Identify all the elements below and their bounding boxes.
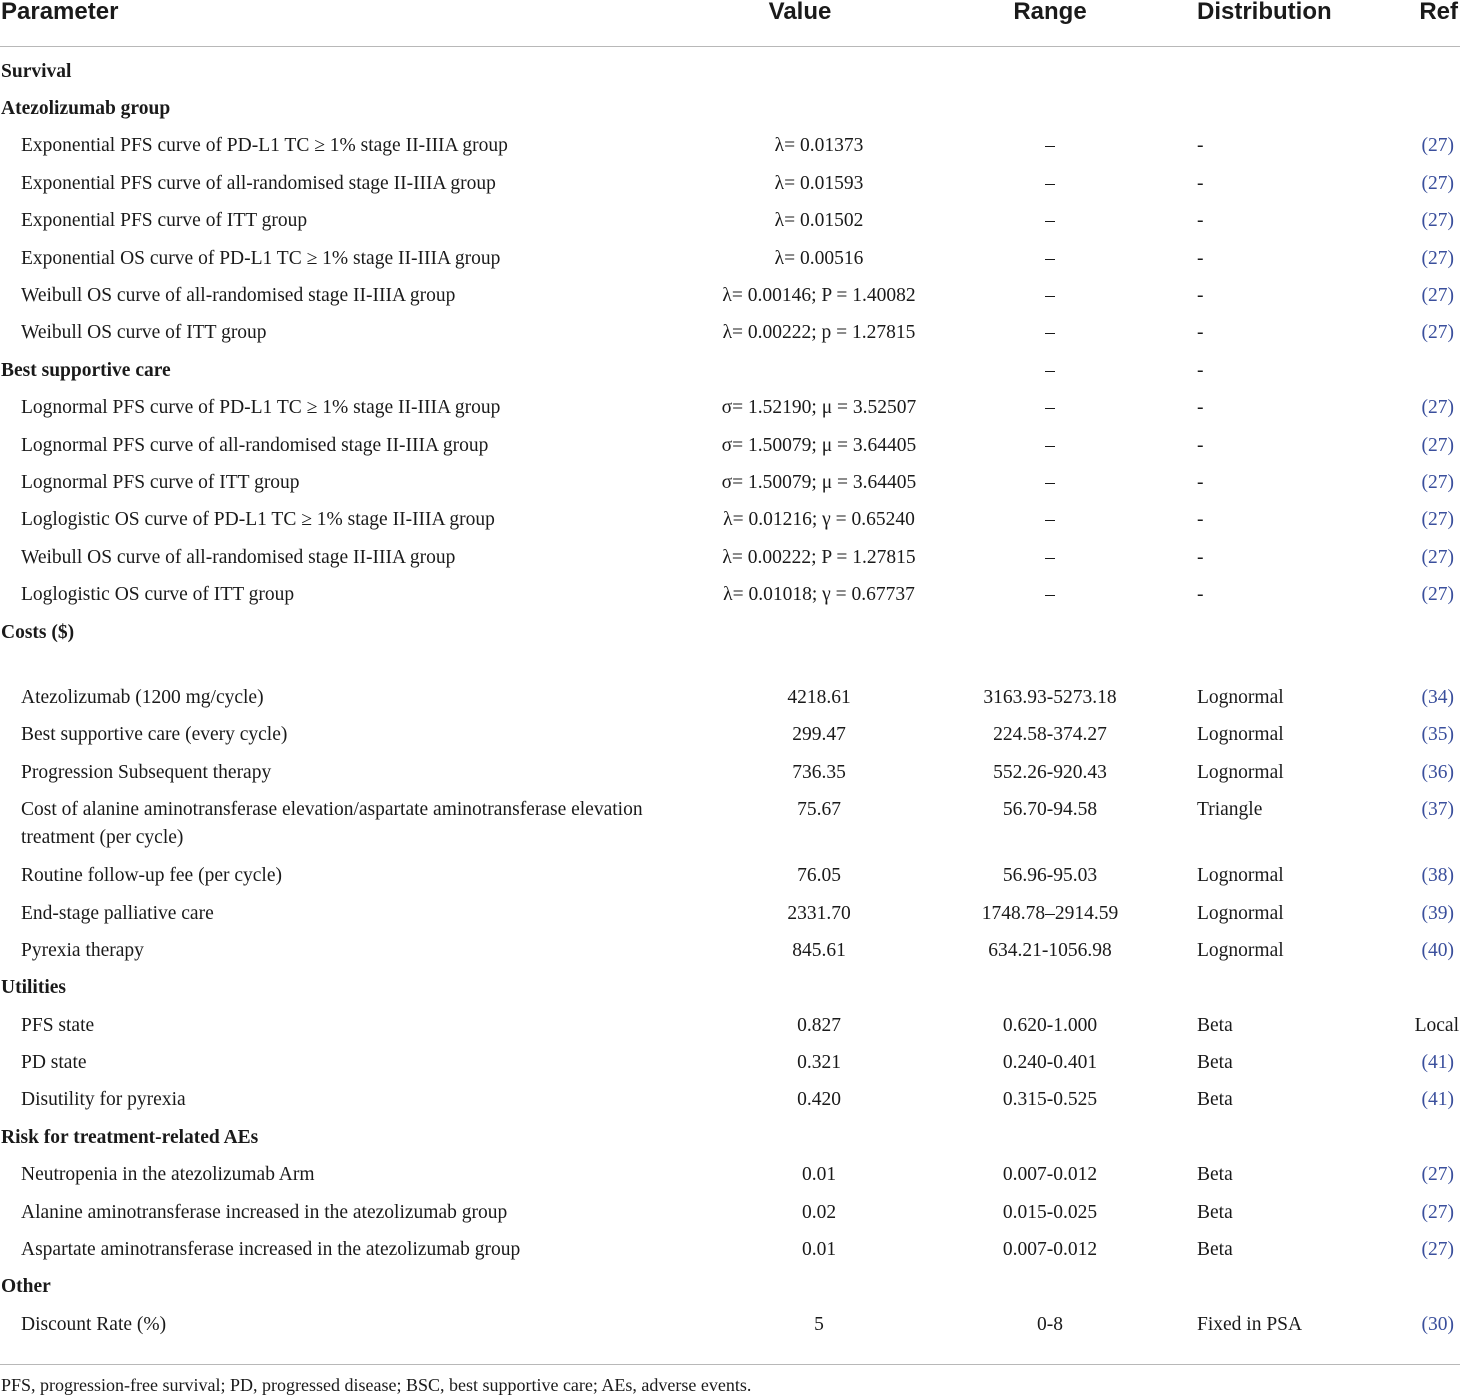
spacer-cell [0, 651, 660, 679]
cell-ref [1350, 1044, 1460, 1081]
cell-distribution: Fixed in PSA [1197, 1313, 1303, 1335]
cell-distribution: - [1197, 210, 1204, 232]
cell-value: λ= 0.00222; P = 1.27815 [722, 546, 916, 568]
cell-distribution: - [1197, 471, 1204, 493]
cell-range [940, 614, 1160, 651]
cell-ref [1350, 679, 1460, 716]
cell-value: λ= 0.01373 [774, 135, 864, 157]
section-label: Atezolizumab group [1, 98, 171, 120]
table-header-row [0, 0, 1460, 47]
cell-ref [1350, 464, 1460, 501]
table-row [0, 1157, 1460, 1194]
cell-value: σ= 1.52190; μ = 3.52507 [721, 397, 917, 419]
cell-parameter: Best supportive care (every cycle) [21, 724, 288, 746]
header-parameter: Parameter [0, 0, 660, 47]
cell-value: λ= 0.01593 [774, 172, 864, 194]
cell-distribution: - [1197, 322, 1204, 344]
cell-parameter: PD state [21, 1052, 87, 1074]
cell-distribution [1160, 1269, 1350, 1306]
cell-ref [1350, 47, 1460, 91]
cell-range: 56.70-94.58 [1002, 799, 1098, 821]
cell-range: – [1045, 584, 1055, 606]
cell-ref [1350, 857, 1460, 894]
reference-link[interactable]: (27) [1421, 584, 1454, 606]
cell-value [660, 614, 940, 651]
cell-range: 0.007-0.012 [1002, 1239, 1098, 1261]
cell-ref [1350, 539, 1460, 576]
table-row [0, 1007, 1460, 1044]
table-row [0, 791, 1460, 857]
cell-range: – [1045, 247, 1055, 269]
cell-parameter: End-stage palliative care [21, 902, 214, 924]
table-row [0, 932, 1460, 969]
section-label: Survival [1, 60, 72, 82]
cell-range: – [1045, 135, 1055, 157]
table-row [0, 1306, 1460, 1346]
table-row [0, 203, 1460, 240]
cell-parameter: Discount Rate (%) [21, 1313, 167, 1335]
cell-parameter: Routine follow-up fee (per cycle) [21, 865, 282, 887]
cell-value: λ= 0.00516 [774, 247, 864, 269]
reference-link[interactable]: (40) [1421, 939, 1454, 961]
cell-range: 1748.78–2914.59 [981, 902, 1119, 924]
cell-range [940, 47, 1160, 91]
cell-value [660, 1119, 940, 1156]
cell-distribution [1160, 970, 1350, 1007]
cell-ref [1350, 754, 1460, 791]
reference-link[interactable]: (27) [1421, 434, 1454, 456]
cell-value [660, 970, 940, 1007]
cell-range: – [1045, 509, 1055, 531]
cell-distribution [1160, 47, 1350, 91]
table-row [0, 754, 1460, 791]
cell-distribution: Lognormal [1197, 865, 1284, 887]
cell-range: 56.96-95.03 [1002, 865, 1098, 887]
cell-range: – [1045, 546, 1055, 568]
section-row [0, 90, 1460, 127]
cell-value: 0.01 [801, 1164, 837, 1186]
cell-ref [1350, 1194, 1460, 1231]
cell-range: 0.240-0.401 [1002, 1052, 1098, 1074]
cell-value: λ= 0.01216; γ = 0.65240 [723, 509, 915, 531]
cell-value: λ= 0.01018; γ = 0.67737 [723, 584, 915, 606]
cell-value: 0.420 [797, 1089, 841, 1111]
spacer-cell [940, 651, 1160, 679]
reference-link[interactable]: (27) [1421, 135, 1454, 157]
cell-distribution: - [1197, 285, 1204, 307]
cell-value: 845.61 [792, 939, 846, 961]
cell-ref [1350, 1157, 1460, 1194]
reference-link[interactable]: (38) [1421, 865, 1454, 887]
table-row [0, 539, 1460, 576]
cell-range: – [1045, 471, 1055, 493]
cell-range [940, 1269, 1160, 1306]
cell-parameter: Weibull OS curve of ITT group [21, 322, 267, 344]
reference-link[interactable]: (41) [1421, 1089, 1454, 1111]
cell-ref [1350, 390, 1460, 427]
cell-distribution: - [1197, 247, 1204, 269]
cell-distribution: - [1197, 359, 1204, 381]
reference-link[interactable]: (27) [1421, 397, 1454, 419]
reference-link[interactable]: (27) [1421, 1164, 1454, 1186]
cell-parameter: Disutility for pyrexia [21, 1089, 186, 1111]
cell-parameter: Aspartate aminotransferase increased in the atezolizumab group [21, 1239, 521, 1261]
cell-distribution: Beta [1197, 1052, 1233, 1074]
cell-value: 736.35 [792, 761, 846, 783]
table-row [0, 128, 1460, 165]
cell-distribution [1160, 1119, 1350, 1156]
cell-value: 76.05 [797, 865, 841, 887]
cell-range: – [1045, 434, 1055, 456]
cell-distribution [1160, 90, 1350, 127]
cell-range: 224.58-374.27 [993, 724, 1107, 746]
cell-ref [1350, 1306, 1460, 1346]
cell-range: 3163.93-5273.18 [983, 686, 1117, 708]
cell-ref [1350, 1269, 1460, 1306]
cell-value: λ= 0.00222; p = 1.27815 [722, 322, 916, 344]
reference-link[interactable]: (27) [1421, 322, 1454, 344]
cell-range: 0.315-0.525 [1002, 1089, 1098, 1111]
cell-parameter: Exponential PFS curve of PD-L1 TC ≥ 1% stage II-IIIA group [21, 135, 508, 157]
cell-range [940, 970, 1160, 1007]
section-label: Costs ($) [1, 621, 75, 643]
cell-range: – [1045, 172, 1055, 194]
table-row [0, 464, 1460, 501]
reference-link[interactable]: (37) [1421, 799, 1454, 821]
cell-range [940, 1119, 1160, 1156]
reference-link[interactable]: (27) [1421, 247, 1454, 269]
cell-distribution: Beta [1197, 1089, 1233, 1111]
cell-range [940, 90, 1160, 127]
table-row [0, 1231, 1460, 1268]
cell-value: σ= 1.50079; μ = 3.64405 [721, 471, 917, 493]
cell-value: 0.01 [801, 1239, 837, 1261]
header-range: Range [940, 0, 1160, 47]
cell-value: 4218.61 [787, 686, 851, 708]
section-label: Risk for treatment-related AEs [1, 1126, 259, 1148]
table-row [0, 679, 1460, 716]
section-row [0, 352, 1460, 389]
cell-range: – [1045, 285, 1055, 307]
cell-ref [1350, 352, 1460, 389]
section-label: Best supportive care [1, 359, 171, 381]
header-distribution: Distribution [1160, 0, 1350, 47]
footnote-divider [0, 1364, 1460, 1365]
section-row [0, 614, 1460, 651]
header-ref: Ref [1350, 0, 1460, 47]
cell-range: 0.620-1.000 [1002, 1014, 1098, 1036]
reference-link[interactable]: (27) [1421, 546, 1454, 568]
spacer-row [0, 651, 1460, 679]
cell-range: 0.015-0.025 [1002, 1201, 1098, 1223]
cell-distribution: - [1197, 584, 1204, 606]
cell-distribution: Beta [1197, 1201, 1233, 1223]
table-row [0, 427, 1460, 464]
cell-range: 0.007-0.012 [1002, 1164, 1098, 1186]
section-label: Other [1, 1276, 51, 1298]
cell-range: 634.21-1056.98 [988, 939, 1112, 961]
cell-ref [1350, 970, 1460, 1007]
cell-ref [1350, 90, 1460, 127]
cell-distribution: Beta [1197, 1014, 1233, 1036]
cell-range: – [1045, 397, 1055, 419]
reference-link[interactable]: (36) [1421, 761, 1454, 783]
section-row [0, 1269, 1460, 1306]
cell-value: 0.321 [797, 1052, 841, 1074]
reference-link[interactable]: (27) [1421, 471, 1454, 493]
section-row [0, 1119, 1460, 1156]
cell-ref [1350, 717, 1460, 754]
cell-range: – [1045, 322, 1055, 344]
cell-range: – [1045, 210, 1055, 232]
cell-ref [1350, 315, 1460, 352]
cell-value: λ= 0.01502 [774, 210, 864, 232]
table-row [0, 1082, 1460, 1119]
reference-link[interactable]: (34) [1421, 686, 1454, 708]
cell-distribution: - [1197, 135, 1204, 157]
cell-value [660, 352, 940, 389]
cell-range: 0-8 [1037, 1313, 1063, 1335]
cell-parameter: Lognormal PFS curve of ITT group [21, 471, 300, 493]
cell-ref [1350, 165, 1460, 202]
cell-distribution: Triangle [1197, 799, 1263, 821]
spacer-cell [1160, 651, 1350, 679]
cell-value: 0.02 [801, 1201, 837, 1223]
cell-distribution: Lognormal [1197, 902, 1284, 924]
section-label: Utilities [1, 977, 66, 999]
cell-ref [1350, 1007, 1460, 1044]
reference-link[interactable]: (27) [1421, 210, 1454, 232]
cell-parameter: Pyrexia therapy [21, 939, 144, 961]
cell-value [660, 1269, 940, 1306]
table-row [0, 315, 1460, 352]
cell-distribution: Beta [1197, 1164, 1233, 1186]
reference-link[interactable]: (27) [1421, 285, 1454, 307]
cell-ref [1350, 895, 1460, 932]
section-row [0, 47, 1460, 91]
cell-value: 299.47 [792, 724, 846, 746]
cell-ref [1350, 1231, 1460, 1268]
cell-distribution: Lognormal [1197, 724, 1284, 746]
reference-link[interactable]: (39) [1421, 902, 1454, 924]
cell-parameter: Progression Subsequent therapy [21, 761, 272, 783]
cell-ref [1350, 791, 1460, 857]
table-row [0, 502, 1460, 539]
cell-parameter: Exponential PFS curve of all-randomised stage II-IIIA group [21, 172, 496, 194]
cell-parameter: Loglogistic OS curve of PD-L1 TC ≥ 1% stage II-IIIA group [21, 509, 495, 531]
cell-distribution: - [1197, 434, 1204, 456]
cell-parameter: Weibull OS curve of all-randomised stage II-IIIA group [21, 546, 456, 568]
cell-ref [1350, 502, 1460, 539]
cell-value: 2331.70 [787, 902, 851, 924]
cell-distribution: Lognormal [1197, 939, 1284, 961]
cell-ref [1350, 1082, 1460, 1119]
cell-distribution: - [1197, 546, 1204, 568]
cell-value: 75.67 [797, 799, 841, 821]
cell-parameter: Lognormal PFS curve of PD-L1 TC ≥ 1% stage II-IIIA group [21, 397, 501, 419]
cell-ref [1350, 128, 1460, 165]
ref-text: Local [1414, 1014, 1459, 1036]
spacer-cell [660, 651, 940, 679]
table-row [0, 165, 1460, 202]
cell-parameter: Exponential OS curve of PD-L1 TC ≥ 1% stage II-IIIA group [21, 247, 501, 269]
cell-parameter: Weibull OS curve of all-randomised stage II-IIIA group [21, 285, 456, 307]
reference-link[interactable]: (30) [1421, 1313, 1454, 1335]
cell-ref [1350, 277, 1460, 314]
cell-ref [1350, 427, 1460, 464]
cell-distribution: Beta [1197, 1239, 1233, 1261]
table-row [0, 1194, 1460, 1231]
section-row [0, 970, 1460, 1007]
table-footnote: PFS, progression-free survival; PD, progressed disease; BSC, best supportive care; AEs, adverse events. [1, 1375, 752, 1395]
cell-ref [1350, 203, 1460, 240]
cell-distribution: - [1197, 397, 1204, 419]
cell-distribution: Lognormal [1197, 686, 1284, 708]
reference-link[interactable]: (27) [1421, 172, 1454, 194]
cell-ref [1350, 614, 1460, 651]
table-row [0, 857, 1460, 894]
cell-value: 5 [814, 1313, 824, 1335]
cell-value: σ= 1.50079; μ = 3.64405 [721, 434, 917, 456]
reference-link[interactable]: (27) [1421, 509, 1454, 531]
cell-parameter: Neutropenia in the atezolizumab Arm [21, 1164, 315, 1186]
cell-ref [1350, 240, 1460, 277]
table-body [0, 47, 1460, 1347]
reference-link[interactable]: (35) [1421, 724, 1454, 746]
cell-parameter: Alanine aminotransferase increased in the atezolizumab group [21, 1201, 508, 1223]
cell-value [660, 47, 940, 91]
cell-distribution: - [1197, 172, 1204, 194]
cell-value [660, 90, 940, 127]
cell-value: 0.827 [797, 1014, 841, 1036]
table-row [0, 717, 1460, 754]
cell-value: λ= 0.00146; P = 1.40082 [722, 285, 916, 307]
table-row [0, 1044, 1460, 1081]
cell-parameter: Loglogistic OS curve of ITT group [21, 584, 295, 606]
cell-ref [1350, 576, 1460, 613]
reference-link[interactable]: (41) [1421, 1052, 1454, 1074]
cell-distribution: - [1197, 509, 1204, 531]
reference-link[interactable]: (27) [1421, 1201, 1454, 1223]
table-row [0, 240, 1460, 277]
table-row [0, 390, 1460, 427]
table-row [0, 576, 1460, 613]
header-value: Value [660, 0, 940, 47]
table-row [0, 277, 1460, 314]
cell-distribution: Lognormal [1197, 761, 1284, 783]
cell-ref [1350, 932, 1460, 969]
cell-range: – [1045, 359, 1055, 381]
cell-parameter: Exponential PFS curve of ITT group [21, 210, 308, 232]
cell-parameter: Cost of alanine aminotransferase elevation/aspartate aminotransferase elevation treatment (per cycle) [21, 799, 643, 849]
spacer-cell [1350, 651, 1460, 679]
reference-link[interactable]: (27) [1421, 1239, 1454, 1261]
cell-parameter: PFS state [21, 1014, 95, 1036]
cell-range: 552.26-920.43 [993, 761, 1107, 783]
cell-parameter: Atezolizumab (1200 mg/cycle) [21, 686, 264, 708]
cell-ref [1350, 1119, 1460, 1156]
cell-parameter: Lognormal PFS curve of all-randomised stage II-IIIA group [21, 434, 489, 456]
table-row [0, 895, 1460, 932]
cell-distribution [1160, 614, 1350, 651]
